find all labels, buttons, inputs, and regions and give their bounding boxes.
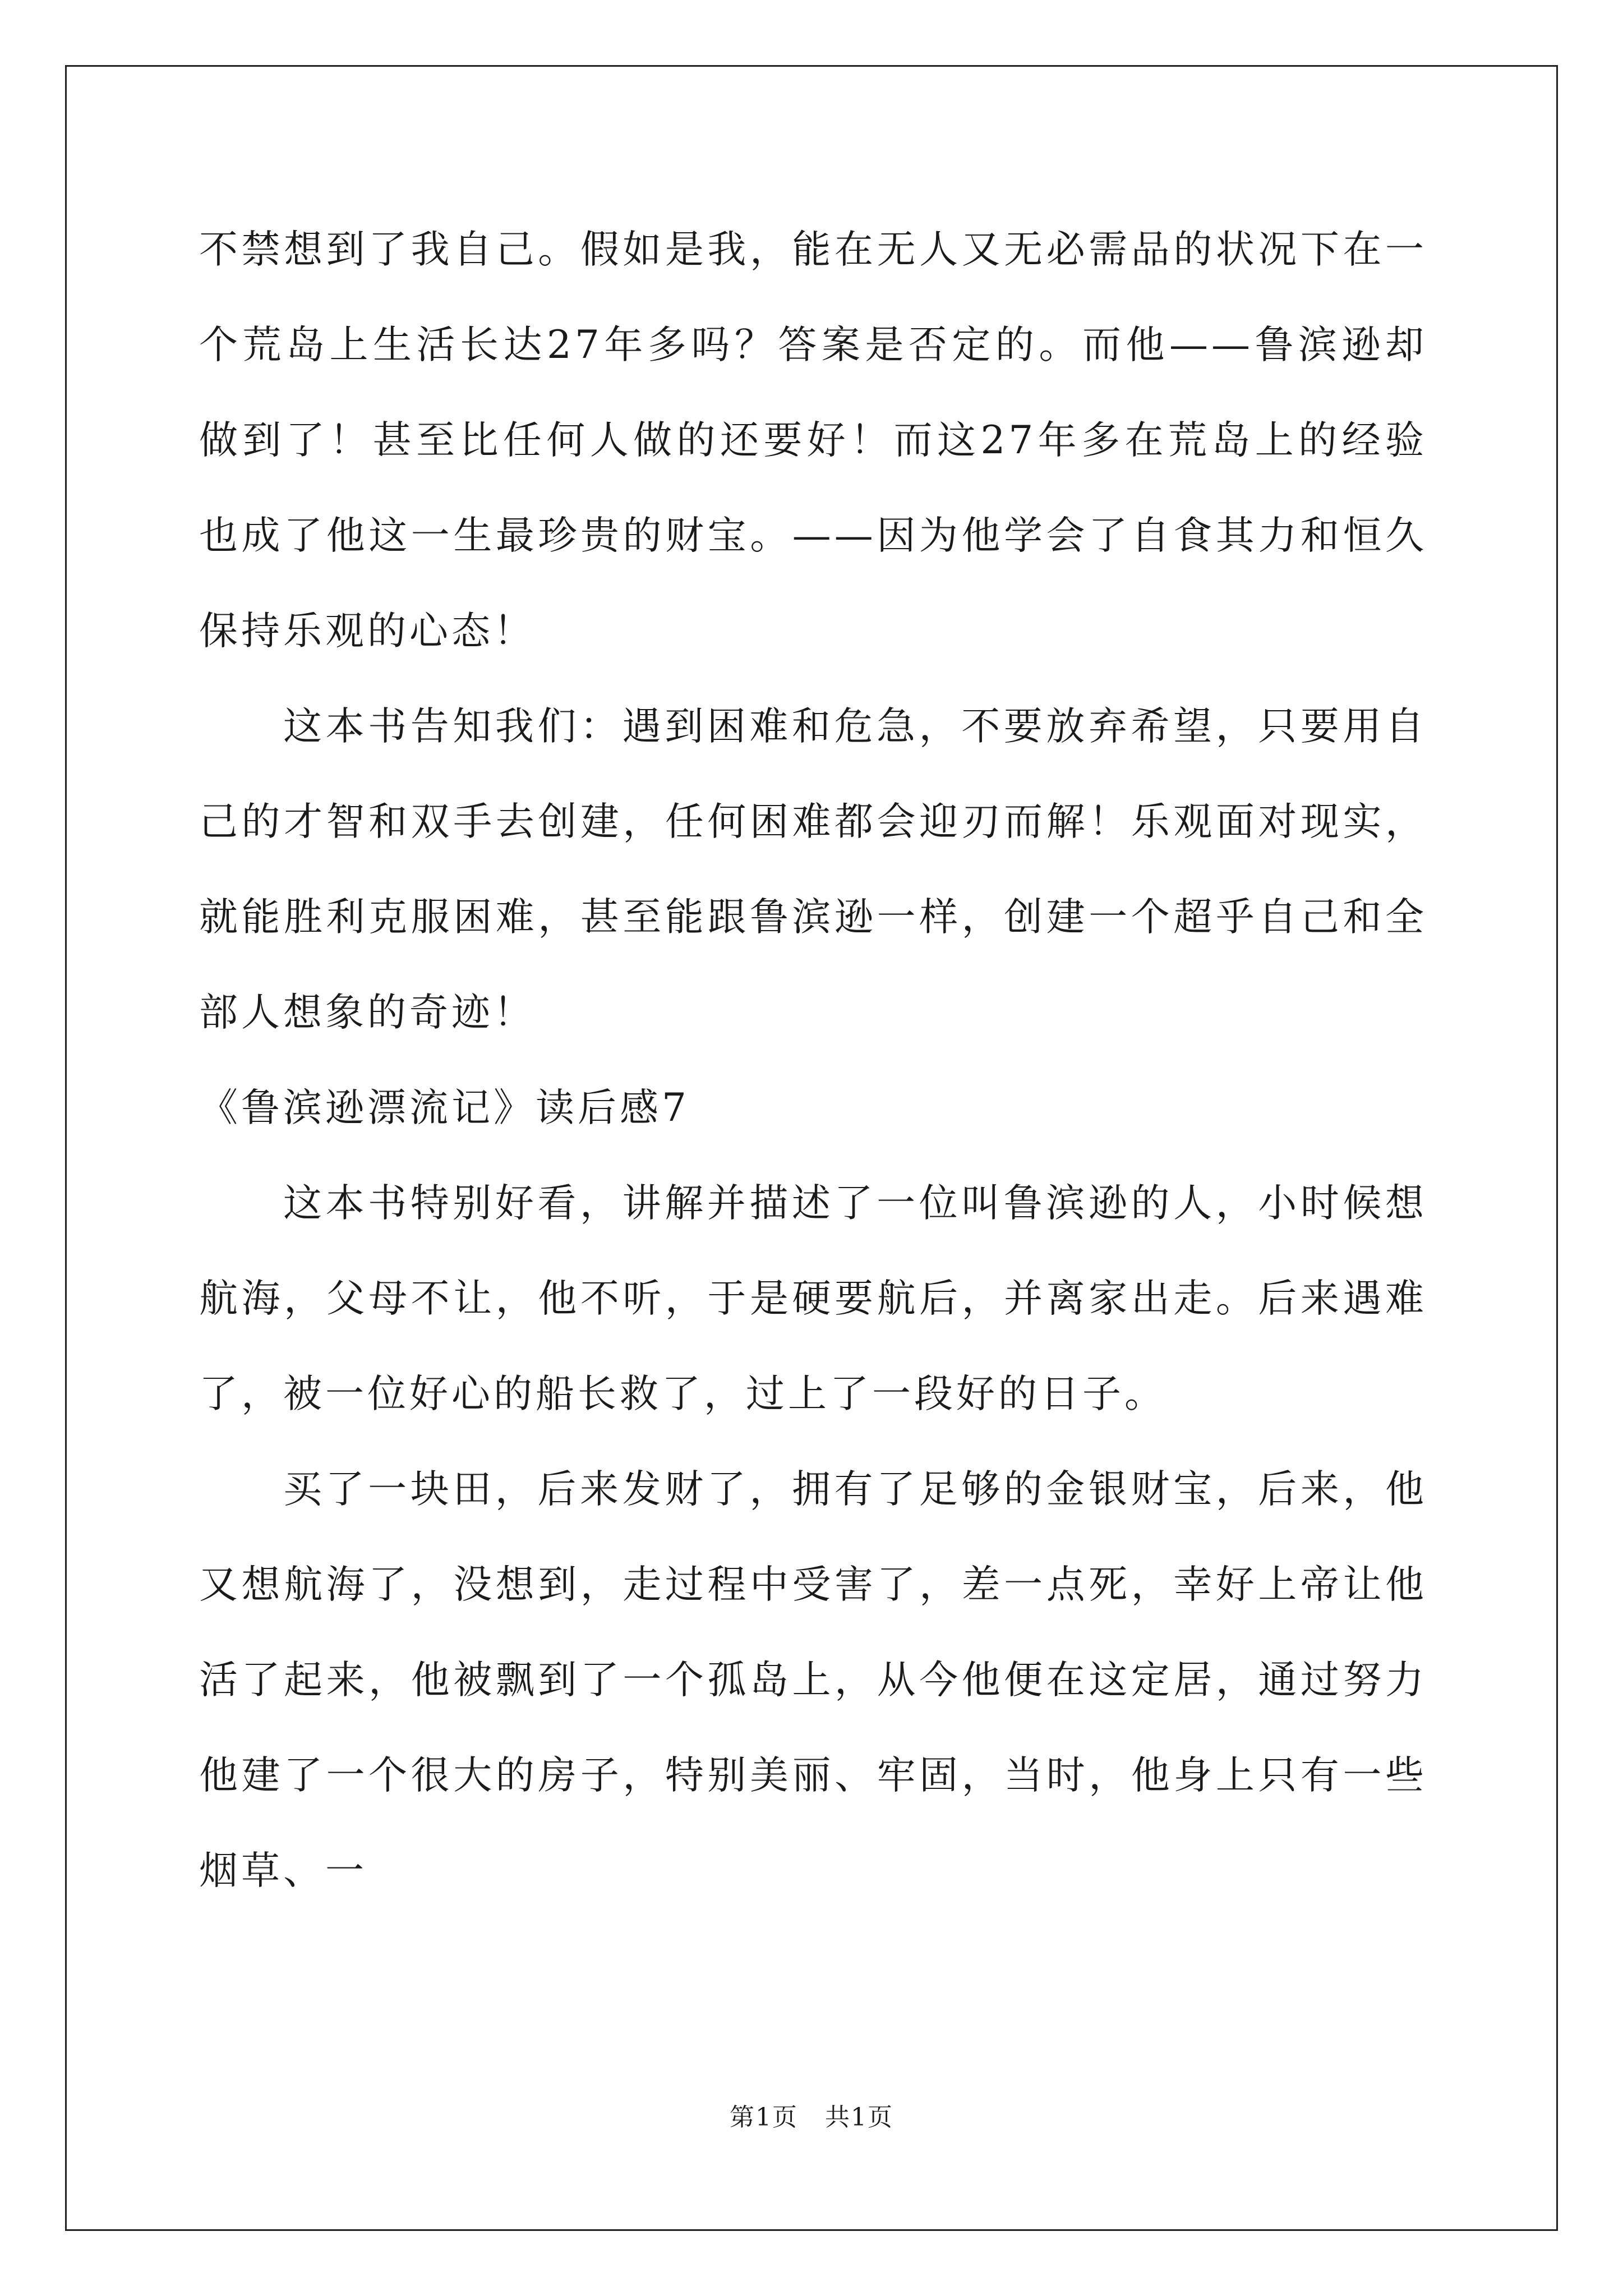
page-number-footer: 第1页 共1页 [730,2103,893,2132]
paragraph-continuation: 不禁想到了我自己。假如是我，能在无人又无必需品的状况下在一个荒岛上生活长达27年多吗？答案是否定的。而他——鲁滨逊却做到了！甚至比任何人做的还要好！而这27年多在荒岛上的经验也成了他这一生最珍贵的财宝。——因为他学会了自食其力和恒久保持乐观的心态！ [199,227,1427,654]
document-body [199,202,1427,1918]
paragraph-story-continued: 买了一块田，后来发财了，拥有了足够的金银财宝，后来，他又想航海了，没想到，走过程中受害了，差一点死，幸好上帝让他活了起来，他被飘到了一个孤岛上，从今他便在这定居，通过努力他建了一个很大的房子，特别美丽、牢固，当时，他身上只有一些烟草、一 [199,1467,1427,1893]
paragraph-story-intro: 这本书特别好看，讲解并描述了一位叫鲁滨逊的人，小时候想航海，父母不让，他不听，于是硬要航后，并离家出走。后来遇难了，被一位好心的船长救了，过上了一段好的日子。 [199,1181,1427,1416]
paragraph-lesson: 这本书告知我们：遇到困难和危急，不要放弃希望，只要用自己的才智和双手去创建，任何困难都会迎刃而解！乐观面对现实，就能胜利克服困难，甚至能跟鲁滨逊一样，创建一个超乎自己和全部人想象的奇迹！ [199,704,1427,1035]
section-heading: 《鲁滨逊漂流记》读后感7 [199,1085,690,1130]
